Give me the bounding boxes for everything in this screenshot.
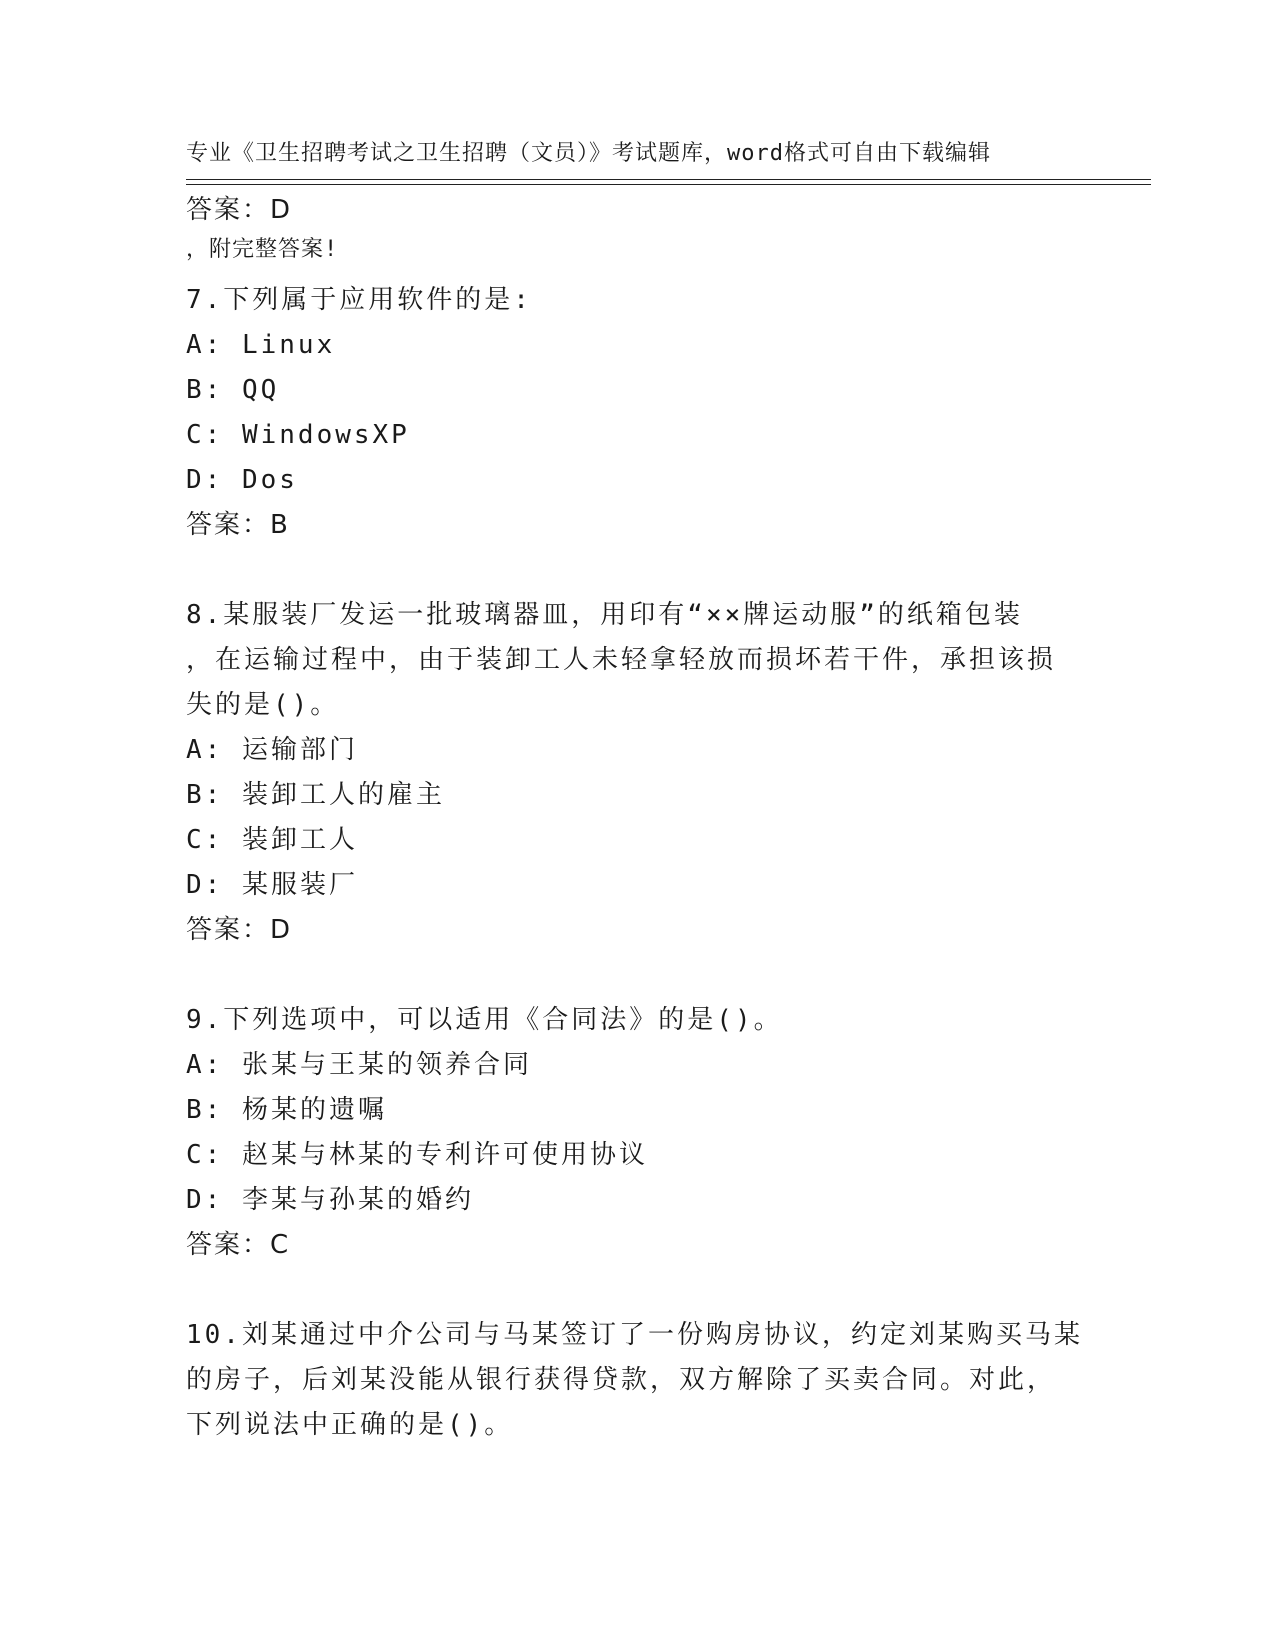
spacer bbox=[186, 548, 1086, 593]
question-7-answer: 答案：B bbox=[186, 510, 290, 540]
question-8-option-b: B: 装卸工人的雇主 bbox=[186, 780, 445, 810]
question-7-option-a: A: Linux bbox=[186, 330, 336, 360]
question-10-stem-line-2: 的房子，后刘某没能从银行获得贷款，双方解除了买卖合同。对此， bbox=[186, 1365, 1057, 1395]
question-8-option-c: C: 装卸工人 bbox=[186, 825, 358, 855]
question-9-option-c: C: 赵某与林某的专利许可使用协议 bbox=[186, 1140, 648, 1170]
question-9-answer: 答案：C bbox=[186, 1230, 291, 1260]
spacer bbox=[186, 233, 1086, 278]
question-10-stem-line-1: 10.刘某通过中介公司与马某签订了一份购房协议，约定刘某购买马某 bbox=[186, 1320, 1083, 1350]
question-7-option-c: C: WindowsXP bbox=[186, 420, 410, 450]
question-8-answer: 答案：D bbox=[186, 915, 293, 945]
header-divider-bottom bbox=[186, 184, 1151, 185]
question-8-stem-line-3: 失的是()。 bbox=[186, 690, 340, 720]
question-8-option-d: D: 某服装厂 bbox=[186, 870, 358, 900]
question-7-stem: 7.下列属于应用软件的是: bbox=[186, 285, 532, 315]
spacer bbox=[186, 953, 1086, 998]
question-9-option-a: A: 张某与王某的领养合同 bbox=[186, 1050, 532, 1080]
header-line-1: 专业《卫生招聘考试之卫生招聘（文员）》考试题库，word格式可自由下载编辑 bbox=[186, 141, 991, 166]
spacer bbox=[186, 1268, 1086, 1313]
question-list bbox=[186, 188, 1086, 1448]
question-8-option-a: A: 运输部门 bbox=[186, 735, 358, 765]
question-10-stem-line-3: 下列说法中正确的是()。 bbox=[186, 1410, 514, 1440]
header-divider-top bbox=[186, 179, 1151, 180]
question-9-stem: 9.下列选项中，可以适用《合同法》的是()。 bbox=[186, 1005, 783, 1035]
header-line-2: ，附完整答案! bbox=[186, 237, 339, 262]
question-8-stem-line-2: ，在运输过程中，由于装卸工人未轻拿轻放而损坏若干件，承担该损 bbox=[186, 645, 1057, 675]
question-9-option-d: D: 李某与孙某的婚约 bbox=[186, 1185, 474, 1215]
question-7-option-d: D: Dos bbox=[186, 465, 298, 495]
question-9-option-b: B: 杨某的遗嘱 bbox=[186, 1095, 387, 1125]
question-7-option-b: B: QQ bbox=[186, 375, 280, 405]
question-8-stem-line-1: 8.某服装厂发运一批玻璃器皿，用印有“××牌运动服”的纸箱包装 bbox=[186, 600, 1023, 630]
answer-previous: 答案：D bbox=[186, 195, 293, 225]
